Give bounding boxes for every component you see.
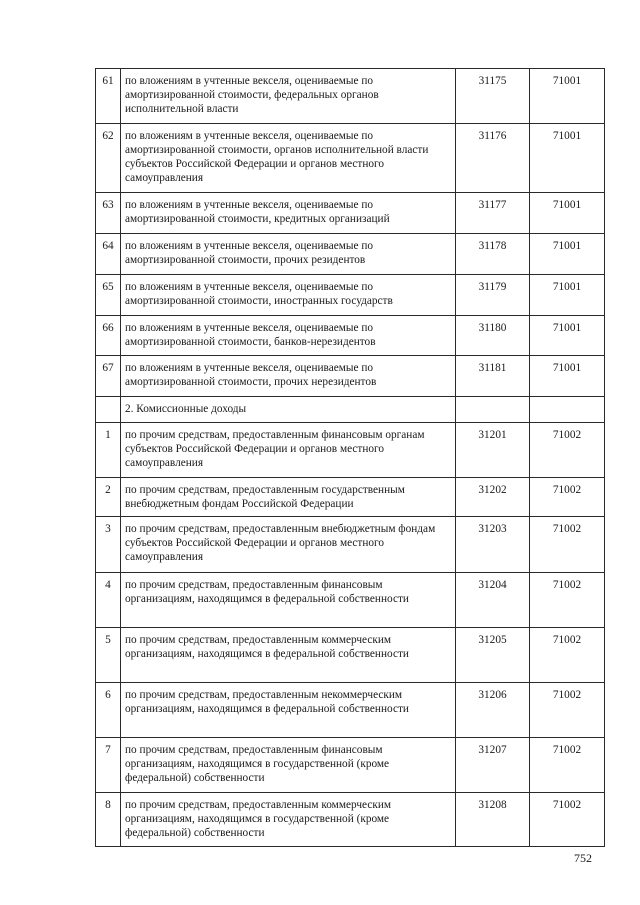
- row-number: [96, 397, 121, 423]
- account-code: 31205: [456, 628, 530, 683]
- row-description: по вложениям в учтенные векселя, оцениваемые по амортизированной стоимости, прочих резидентов: [121, 234, 456, 275]
- symbol-code: 71001: [530, 316, 605, 356]
- symbol-code: 71002: [530, 517, 605, 573]
- row-description: по вложениям в учтенные векселя, оцениваемые по амортизированной стоимости, органов исполнительной власти субъектов Российской Федерации и органов местного самоуправления: [121, 124, 456, 193]
- row-number: 1: [96, 423, 121, 478]
- account-code: 31176: [456, 124, 530, 193]
- table-row: [96, 423, 605, 478]
- account-code: 31181: [456, 356, 530, 397]
- table-row: [96, 793, 605, 847]
- account-code: 31204: [456, 573, 530, 628]
- symbol-code: 71002: [530, 793, 605, 847]
- table-row: [96, 316, 605, 356]
- account-code: 31179: [456, 275, 530, 316]
- row-description: 2. Комиссионные доходы: [121, 397, 456, 423]
- symbol-code: 71001: [530, 193, 605, 234]
- table-row: [96, 234, 605, 275]
- row-number: 4: [96, 573, 121, 628]
- table-row: [96, 193, 605, 234]
- symbol-code: 71002: [530, 683, 605, 738]
- symbol-code: 71002: [530, 423, 605, 478]
- account-code: 31206: [456, 683, 530, 738]
- table-body: [96, 69, 605, 847]
- row-number: 7: [96, 738, 121, 793]
- row-number: 61: [96, 69, 121, 124]
- symbol-code: [530, 397, 605, 423]
- row-number: 2: [96, 478, 121, 517]
- row-number: 5: [96, 628, 121, 683]
- row-description: по вложениям в учтенные векселя, оцениваемые по амортизированной стоимости, банков-нерезидентов: [121, 316, 456, 356]
- row-number: 6: [96, 683, 121, 738]
- account-code: 31207: [456, 738, 530, 793]
- row-description: по прочим средствам, предоставленным некоммерческим организациям, находящимся в федеральной собственности: [121, 683, 456, 738]
- table-row: [96, 738, 605, 793]
- symbol-code: 71002: [530, 478, 605, 517]
- table-row: [96, 517, 605, 573]
- symbol-code: 71001: [530, 124, 605, 193]
- row-description: по прочим средствам, предоставленным финансовым органам субъектов Российской Федерации и органов местного самоуправления: [121, 423, 456, 478]
- row-description: по вложениям в учтенные векселя, оцениваемые по амортизированной стоимости, кредитных организаций: [121, 193, 456, 234]
- account-code: 31202: [456, 478, 530, 517]
- symbol-code: 71001: [530, 275, 605, 316]
- account-code: 31177: [456, 193, 530, 234]
- table-row: [96, 124, 605, 193]
- row-description: по вложениям в учтенные векселя, оцениваемые по амортизированной стоимости, федеральных органов исполнительной власти: [121, 69, 456, 124]
- row-number: 64: [96, 234, 121, 275]
- row-description: по прочим средствам, предоставленным государственным внебюджетным фондам Российской Федерации: [121, 478, 456, 517]
- symbol-code: 71002: [530, 738, 605, 793]
- row-description: по вложениям в учтенные векселя, оцениваемые по амортизированной стоимости, иностранных государств: [121, 275, 456, 316]
- symbol-code: 71002: [530, 573, 605, 628]
- account-code: [456, 397, 530, 423]
- table-row: [96, 275, 605, 316]
- account-code: 31203: [456, 517, 530, 573]
- table-row: [96, 478, 605, 517]
- row-number: 8: [96, 793, 121, 847]
- account-code: 31180: [456, 316, 530, 356]
- symbol-code: 71001: [530, 69, 605, 124]
- account-code: 31175: [456, 69, 530, 124]
- row-number: 65: [96, 275, 121, 316]
- row-description: по прочим средствам, предоставленным коммерческим организациям, находящимся в федеральной собственности: [121, 628, 456, 683]
- row-number: 62: [96, 124, 121, 193]
- row-number: 66: [96, 316, 121, 356]
- row-number: 63: [96, 193, 121, 234]
- table-row: [96, 628, 605, 683]
- accounts-table: [95, 68, 605, 847]
- row-number: 3: [96, 517, 121, 573]
- account-code: 31201: [456, 423, 530, 478]
- table-row: [96, 573, 605, 628]
- account-code: 31178: [456, 234, 530, 275]
- row-number: 67: [96, 356, 121, 397]
- table-row: [96, 69, 605, 124]
- row-description: по прочим средствам, предоставленным финансовым организациям, находящимся в федеральной собственности: [121, 573, 456, 628]
- table-row: [96, 397, 605, 423]
- symbol-code: 71002: [530, 628, 605, 683]
- row-description: по прочим средствам, предоставленным финансовым организациям, находящимся в государственной (кроме федеральной) собственности: [121, 738, 456, 793]
- table-row: [96, 356, 605, 397]
- symbol-code: 71001: [530, 234, 605, 275]
- row-description: по прочим средствам, предоставленным внебюджетным фондам субъектов Российской Федерации и органов местного самоуправления: [121, 517, 456, 573]
- symbol-code: 71001: [530, 356, 605, 397]
- page-number: 752: [574, 851, 592, 865]
- row-description: по прочим средствам, предоставленным коммерческим организациям, находящимся в государственной (кроме федеральной) собственности: [121, 793, 456, 847]
- row-description: по вложениям в учтенные векселя, оцениваемые по амортизированной стоимости, прочих нерезидентов: [121, 356, 456, 397]
- table-row: [96, 683, 605, 738]
- account-code: 31208: [456, 793, 530, 847]
